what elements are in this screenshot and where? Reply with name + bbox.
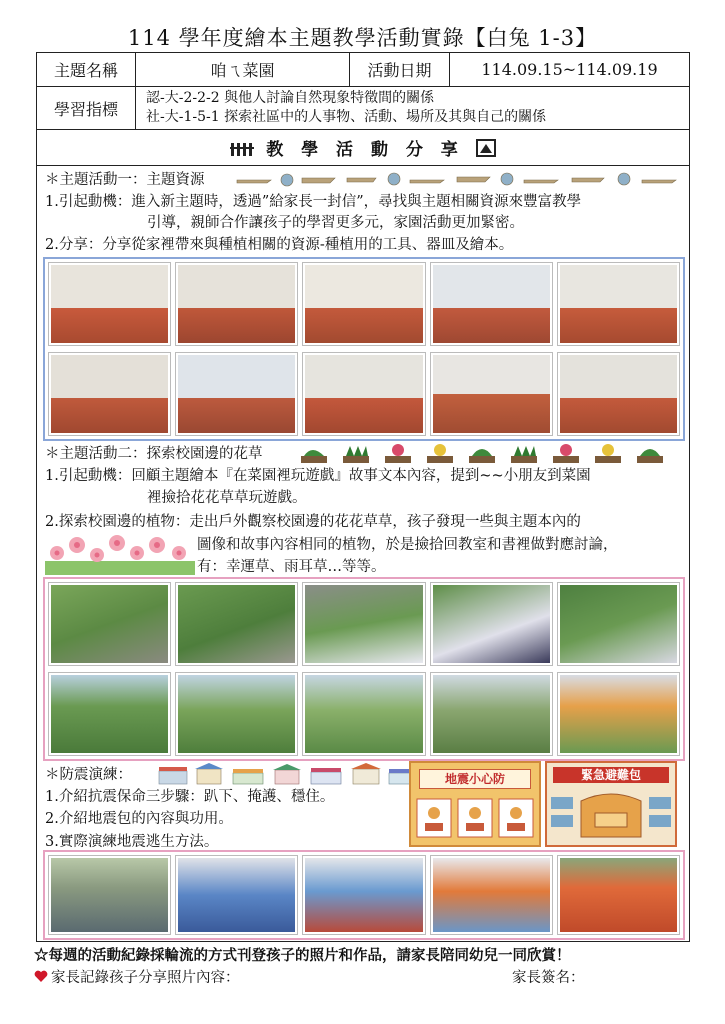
photo-drill-1 [49, 856, 170, 934]
photo-garden-6 [49, 673, 170, 755]
photo-tools-9 [431, 353, 552, 435]
photo-tools-10 [558, 353, 679, 435]
share-title: 教 學 活 動 分 享 [266, 140, 464, 160]
drill-item3: 3.實際演練地震逃生方法。 [45, 834, 219, 850]
drill-item2: 2.介紹地震包的內容與功用。 [45, 811, 233, 827]
drill-heading: ＊防震演練： [45, 767, 132, 783]
photo-drill-5 [558, 856, 679, 934]
plants-decoration [299, 442, 684, 464]
activity2-item1-line1: 1.引起動機：回顧主題繪本『在菜園裡玩遊戲』故事文本內容，提到~~小朋友到菜園 [45, 468, 591, 484]
photo-garden-2 [176, 583, 297, 665]
date-label: 活動日期 [349, 53, 449, 86]
photo-garden-8 [303, 673, 424, 755]
plant-pots-icon [299, 442, 684, 464]
photo-tools-4 [431, 263, 552, 345]
poster-bag-title: 緊急避難包 [553, 767, 669, 783]
theme-row [37, 53, 689, 87]
safety-steps-icon [411, 795, 539, 845]
photo-drill-3 [303, 856, 424, 934]
photo-tools-3 [303, 263, 424, 345]
photo-garden-9 [431, 673, 552, 755]
photo-garden-1 [49, 583, 170, 665]
tools-decoration [232, 169, 687, 189]
activity2-item2-line1: 2.探索校園邊的植物：走出戶外觀察校園邊的花花草草，孩子發現一些與主題本內的 [45, 514, 581, 530]
activity2-heading: ＊主題活動二：探索校園邊的花草 [45, 446, 263, 462]
drill-photo-frame [43, 850, 685, 940]
photo-tools-1 [49, 263, 170, 345]
activity-record-table [36, 52, 690, 942]
activity2-photo-row-2 [45, 669, 683, 759]
footer-note: ☆每週的活動紀錄採輪流的方式刊登孩子的照片和作品，請家長陪同幼兒一同欣賞！ [34, 947, 571, 964]
share-row [37, 130, 689, 166]
poster-earthquake-title: 地震小心防 [419, 769, 531, 789]
indicator-row [37, 87, 689, 130]
fence-icon [230, 140, 254, 156]
photo-tools-8 [303, 353, 424, 435]
activity1-photo-row-1 [45, 259, 683, 349]
photo-tools-7 [176, 353, 297, 435]
page-title: 114 學年度繪本主題教學活動實錄【白兔 1-3】 [127, 26, 598, 50]
photo-drill-4 [431, 856, 552, 934]
drill-photo-row [45, 852, 683, 938]
heart-icon [34, 970, 48, 983]
activity2-item1-line2: 裡撿拾花花草草玩遊戲。 [147, 490, 307, 506]
garden-box-icon [476, 139, 496, 157]
activity1-item2: 2.分享：分享從家裡帶來與種植相關的資源-種植用的工具、器皿及繪本。 [45, 237, 514, 253]
photo-tools-5 [558, 263, 679, 345]
parent-record-label: 家長記錄孩子分享照片內容： [51, 970, 240, 986]
poster-earthquake [409, 761, 541, 847]
date-value: 114.09.15~114.09.19 [449, 53, 689, 86]
activity1-item1-line2: 引導，親師合作讓孩子的學習更多元，家園活動更加緊密。 [147, 215, 524, 231]
houses-decoration [157, 763, 417, 785]
activity1-item1-line1: 1.引起動機：進入新主題時，透過”給家長一封信”，尋找與主題相關資源來豐富教學 [45, 194, 582, 210]
activity1-heading: ＊主題活動一：主題資源 [45, 172, 205, 188]
activity2-photo-frame [43, 577, 685, 761]
photo-garden-7 [176, 673, 297, 755]
flowers-illustration [45, 531, 195, 575]
indicator-cell [135, 87, 689, 129]
photo-garden-4 [431, 583, 552, 665]
activity2-photo-row-1 [45, 579, 683, 669]
activity2-item2-line3: 有：幸運草、雨耳草…等等。 [197, 559, 386, 575]
poster-emergency-bag [545, 761, 677, 847]
photo-tools-2 [176, 263, 297, 345]
emergency-bag-icon [547, 787, 675, 845]
photo-garden-5 [558, 583, 679, 665]
photo-garden-3 [303, 583, 424, 665]
indicator-2: 社-大-1-5-1 探索社區中的人事物、活動、場所及其與自己的關係 [146, 109, 547, 125]
activity2-item2-line2: 圖像和故事內容相同的植物，於是撿拾回教室和書裡做對應討論， [197, 537, 618, 553]
garden-tools-icon [232, 169, 687, 189]
photo-tools-6 [49, 353, 170, 435]
theme-label: 主題名稱 [53, 61, 118, 80]
photo-garden-10 [558, 673, 679, 755]
indicator-label: 學習指標 [53, 99, 118, 119]
photo-drill-2 [176, 856, 297, 934]
parent-signature-label: 家長簽名： [512, 970, 585, 986]
activity1-photo-frame [43, 257, 685, 441]
drill-item1: 1.介紹抗震保命三步驟：趴下、掩護、穩住。 [45, 789, 335, 805]
theme-value: 咱ㄟ菜園 [135, 53, 349, 86]
houses-icon [157, 763, 417, 785]
activity1-photo-row-2 [45, 349, 683, 439]
indicator-1: 認-大-2-2-2 與他人討論自然現象特徵間的關係 [146, 90, 435, 106]
